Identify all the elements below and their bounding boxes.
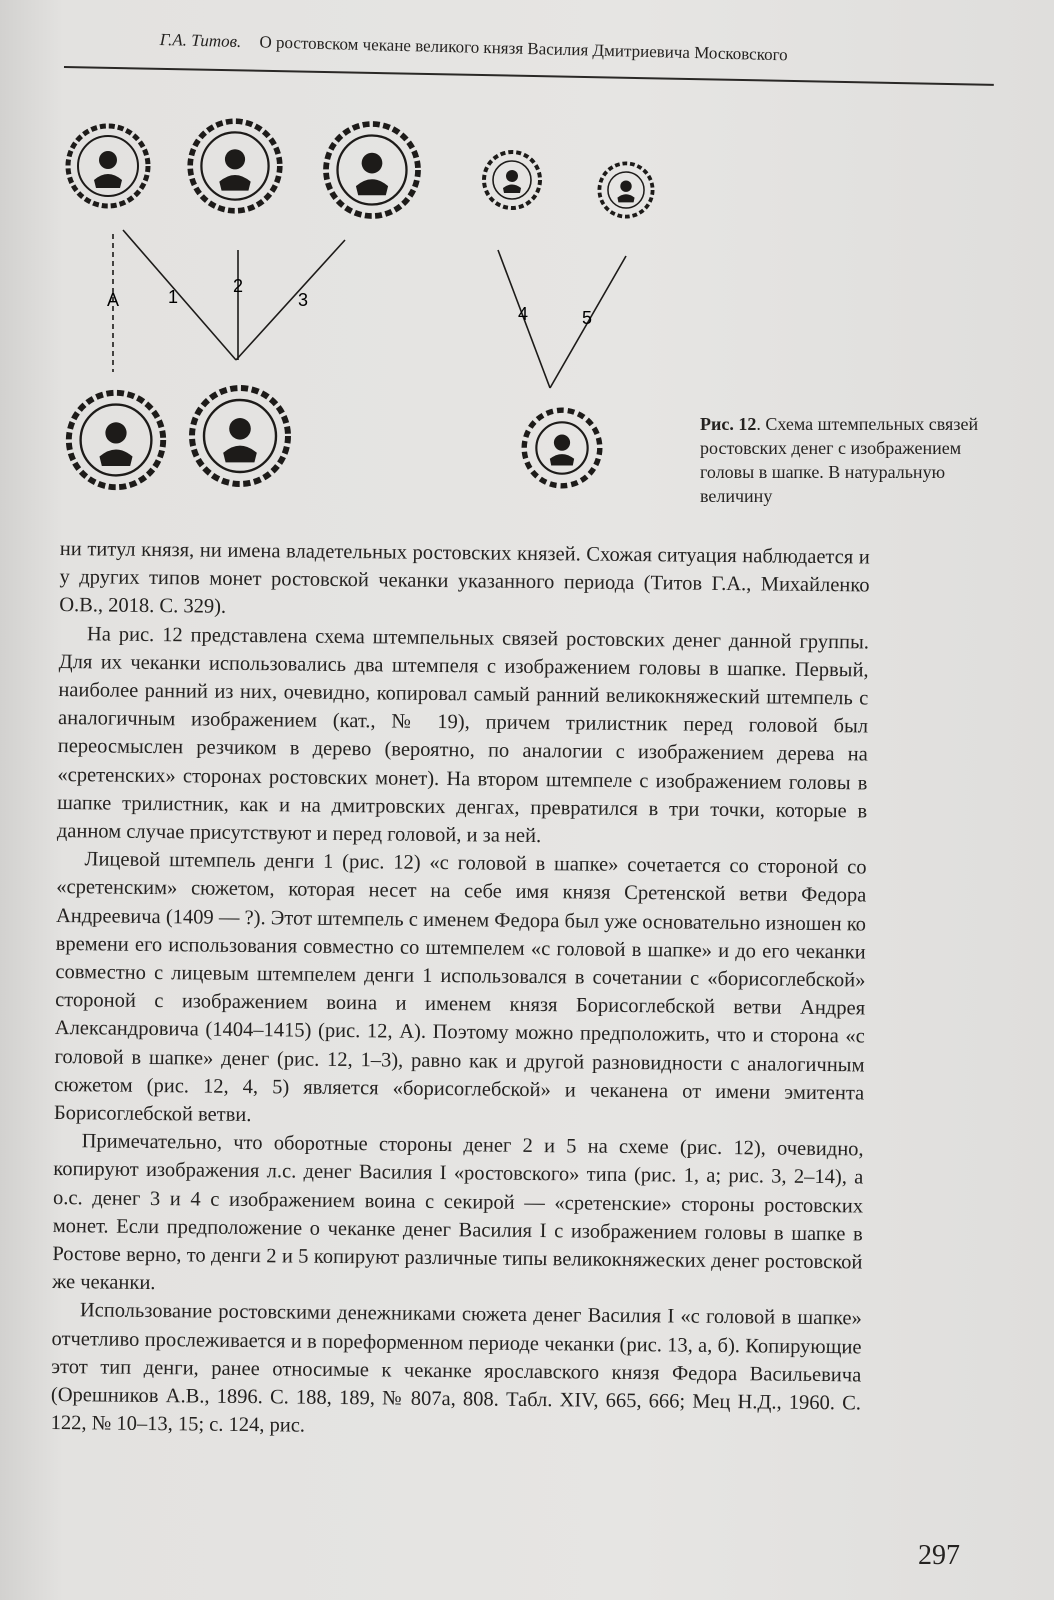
- label-5: 5: [582, 308, 593, 328]
- paragraph-3: Лицевой штемпель денги 1 (рис. 12) «с головой в шапке» сочетается со стороной со «сретенским» сюжетом, которая несет на себе имя князя Сретенской ветви Федора Андреевича (1409 — ?). Этот штемпель с именем Федора был уже основательно изношен ко времени его использования совместно со штемпелем «с головой в шапке» и до его чеканки совместно с лицевым штемпелем денги 1 использовался в сочетании с «борисоглебской» стороной с изображением воина и именем князя Борисоглебской ветви Андрея Александровича (1404–1415) (рис. 12, А). Поэтому можно предположить, что и сторона «с головой в шапке» денег (рис. 12, 1–3), равно как и другой разновидности с аналогичным сюжетом (рис. 12, 4, 5) является «борисоглебской» и чеканена от имени эмитента Борисоглебской ветви.: [53, 848, 867, 1127]
- coin-top-1: [190, 121, 280, 211]
- running-header: [160, 30, 990, 70]
- caption-text: . Схема штемпельных связей ростовских денег с изображением головы в шапке. В натуральную величину: [700, 414, 979, 506]
- paragraph-2: На рис. 12 представлена схема штемпельных связей ростовских денег данной группы. Для их чеканки использовались два штемпеля с изображением головы в шапке. Первый, наиболее ранний из них, очевидно, копировал самый ранний великокняжеский штемпель с аналогичным изображением (кат., № 19), причем трилистник перед головой был переосмыслен резчиком в дерево (вероятно, по аналогии с изображением дерева на «сретенских» сторонах ростовских монет). На втором штемпеле с изображением головы в шапке трилистник, как и на дмитровских денгах, превратился в три точки, которые в данном случае присутствуют и перед головой, и за ней.: [56, 622, 870, 848]
- label-a: A: [107, 290, 120, 310]
- coin-bottom-center: [192, 388, 288, 484]
- header-title: О ростовском чекане великого князя Василия Дмитриевича Московского: [259, 32, 788, 65]
- label-2: 2: [233, 276, 244, 296]
- coin-top-3: [326, 124, 418, 216]
- header-rule: [64, 66, 994, 86]
- paragraph-1: ни титул князя, ни имена владетельных ростовских князей. Схожая ситуация наблюдается и у других типов монет ростовской чеканки указанного периода (Титов Г.А., Михайленко О.В., 2018. С. 329).: [59, 537, 870, 619]
- coin-top-5: [599, 163, 652, 216]
- coin-top-4: [484, 152, 540, 208]
- paragraph-5: Использование ростовскими денежниками сюжета денег Василия I «с головой в шапке» отчетливо прослеживается и в пореформенном периоде чеканки (рис. 13, а, б). Копирующие этот тип денги, ранее относимые к чеканке ярославского князя Федора Васильевича (Орешников А.В., 1896. С. 188, 189, № 807а, 808. Табл. XIV, 665, 666; Мец Н.Д., 1960. С. 122, № 10–13, 15; с. 124, рис.: [50, 1299, 862, 1437]
- coin-top-a: [68, 126, 148, 206]
- page-number: 297: [918, 1540, 960, 1571]
- label-4: 4: [518, 304, 529, 324]
- article-body: [51, 535, 870, 1446]
- paragraph-4: Примечательно, что оборотные стороны денег 2 и 5 на схеме (рис. 12), очевидно, копируют изображения л.с. денег Василия I «ростовского» типа (рис. 1, а; рис. 3, 2–14), а о.с. денег 3 и 4 с изображением воина с секирой — «сретенские» стороны ростовских монет. Если предположение о чеканке денег Василия I с изображением головы в шапке в Ростове верно, то денги 2 и 5 копируют различные типы великокняжеских денег ростовской же чеканки.: [52, 1130, 864, 1295]
- coin-bottom-a: [69, 393, 163, 487]
- figure-caption: [700, 412, 1000, 508]
- header-author: Г.А. Титов.: [159, 30, 242, 51]
- die-link-diagram: [60, 110, 680, 510]
- label-1: 1: [168, 287, 179, 307]
- caption-label: Рис. 12: [700, 414, 757, 434]
- coin-bottom-right: [524, 410, 600, 486]
- label-3: 3: [298, 290, 309, 310]
